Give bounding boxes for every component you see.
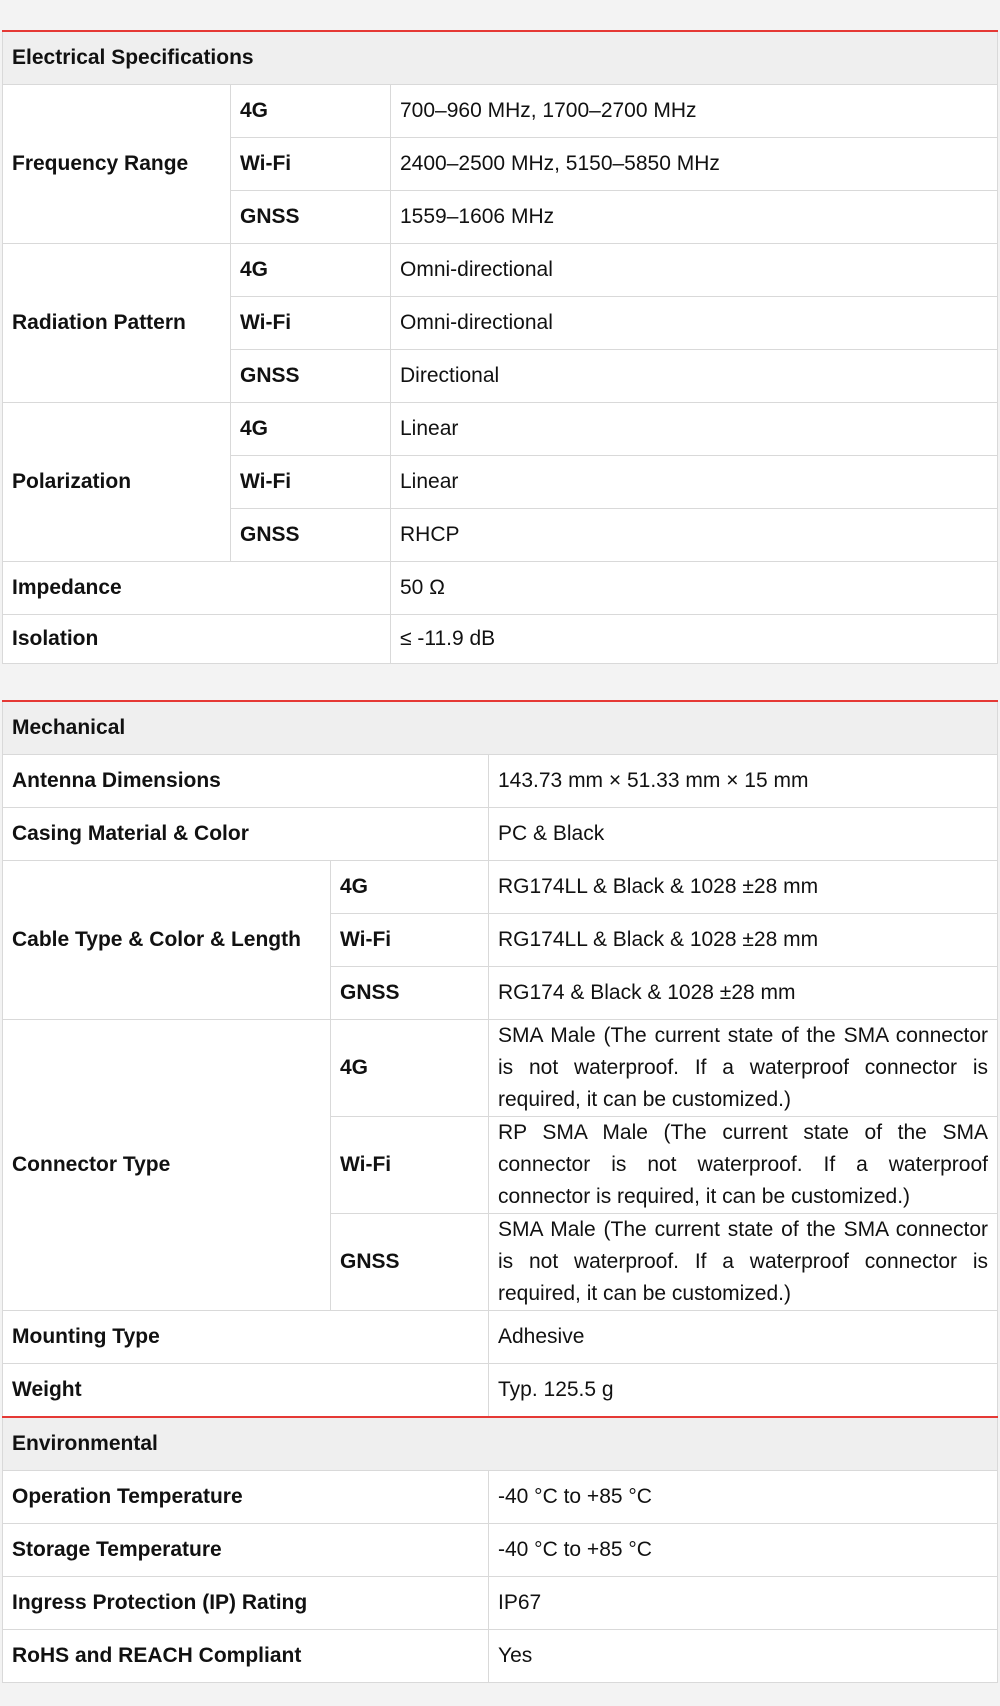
row-label-rohs-reach: RoHS and REACH Compliant [3, 1630, 489, 1683]
spec-value: Directional [391, 350, 998, 403]
row-label-storage-temperature: Storage Temperature [3, 1524, 489, 1577]
spec-value: Linear [391, 456, 998, 509]
table-row [3, 615, 998, 664]
spec-value: 2400–2500 MHz, 5150–5850 MHz [391, 138, 998, 191]
spec-value: SMA Male (The current state of the SMA connector is not waterproof. If a waterproof connector is required, it can be customized.) [489, 1214, 998, 1311]
row-label-casing: Casing Material & Color [3, 808, 489, 861]
band-label: Wi-Fi [231, 138, 391, 191]
section-title-environmental: Environmental [3, 1417, 998, 1471]
spec-value: Yes [489, 1630, 998, 1683]
row-label-impedance: Impedance [3, 562, 391, 615]
spec-value: RG174 & Black & 1028 ±28 mm [489, 967, 998, 1020]
band-label: 4G [331, 1020, 489, 1117]
row-label-antenna-dimensions: Antenna Dimensions [3, 755, 489, 808]
section-title-mechanical: Mechanical [3, 701, 998, 755]
spec-value: -40 °C to +85 °C [489, 1524, 998, 1577]
spec-value: RG174LL & Black & 1028 ±28 mm [489, 861, 998, 914]
spec-value: RHCP [391, 509, 998, 562]
table-row [3, 861, 998, 914]
table-section-header [3, 31, 998, 85]
band-label: 4G [231, 403, 391, 456]
band-label: Wi-Fi [331, 914, 489, 967]
spec-value: ≤ -11.9 dB [391, 615, 998, 664]
table-row [3, 244, 998, 297]
spec-value: Omni-directional [391, 244, 998, 297]
table-row [3, 1630, 998, 1683]
spec-value: Adhesive [489, 1311, 998, 1364]
band-label: GNSS [331, 967, 489, 1020]
band-label: GNSS [231, 509, 391, 562]
band-label: GNSS [231, 350, 391, 403]
row-label-mounting: Mounting Type [3, 1311, 489, 1364]
table-row [3, 1364, 998, 1418]
spec-value: Linear [391, 403, 998, 456]
row-label-isolation: Isolation [3, 615, 391, 664]
table-row [3, 403, 998, 456]
spec-value: PC & Black [489, 808, 998, 861]
spec-value: Omni-directional [391, 297, 998, 350]
table-row [3, 1577, 998, 1630]
band-label: Wi-Fi [231, 456, 391, 509]
band-label: Wi-Fi [331, 1117, 489, 1214]
table-row [3, 1020, 998, 1117]
band-label: GNSS [331, 1214, 489, 1311]
band-label: 4G [231, 85, 391, 138]
band-label: 4G [231, 244, 391, 297]
section-title-electrical: Electrical Specifications [3, 31, 998, 85]
spec-value: SMA Male (The current state of the SMA connector is not waterproof. If a waterproof connector is required, it can be customized.) [489, 1020, 998, 1117]
spec-value: RG174LL & Black & 1028 ±28 mm [489, 914, 998, 967]
mechanical-environmental-table [2, 700, 998, 1683]
row-label-radiation-pattern: Radiation Pattern [3, 244, 231, 403]
table-row [3, 808, 998, 861]
row-label-cable: Cable Type & Color & Length [3, 861, 331, 1020]
row-label-frequency-range: Frequency Range [3, 85, 231, 244]
row-label-operation-temperature: Operation Temperature [3, 1471, 489, 1524]
table-section-header [3, 701, 998, 755]
table-row [3, 755, 998, 808]
table-row [3, 1471, 998, 1524]
table-row [3, 1524, 998, 1577]
band-label: 4G [331, 861, 489, 914]
table-section-header [3, 1417, 998, 1471]
row-label-ip-rating: Ingress Protection (IP) Rating [3, 1577, 489, 1630]
spec-value: 143.73 mm × 51.33 mm × 15 mm [489, 755, 998, 808]
band-label: GNSS [231, 191, 391, 244]
table-row [3, 85, 998, 138]
spec-value: Typ. 125.5 g [489, 1364, 998, 1418]
row-label-weight: Weight [3, 1364, 489, 1418]
spec-value: IP67 [489, 1577, 998, 1630]
spec-value: 1559–1606 MHz [391, 191, 998, 244]
row-label-connector: Connector Type [3, 1020, 331, 1311]
table-row [3, 1311, 998, 1364]
electrical-specifications-table [2, 30, 998, 664]
row-label-polarization: Polarization [3, 403, 231, 562]
spec-value: 700–960 MHz, 1700–2700 MHz [391, 85, 998, 138]
spec-value: -40 °C to +85 °C [489, 1471, 998, 1524]
spec-value: RP SMA Male (The current state of the SMA connector is not waterproof. If a waterproof connector is required, it can be customized.) [489, 1117, 998, 1214]
table-row [3, 562, 998, 615]
band-label: Wi-Fi [231, 297, 391, 350]
spec-value: 50 Ω [391, 562, 998, 615]
